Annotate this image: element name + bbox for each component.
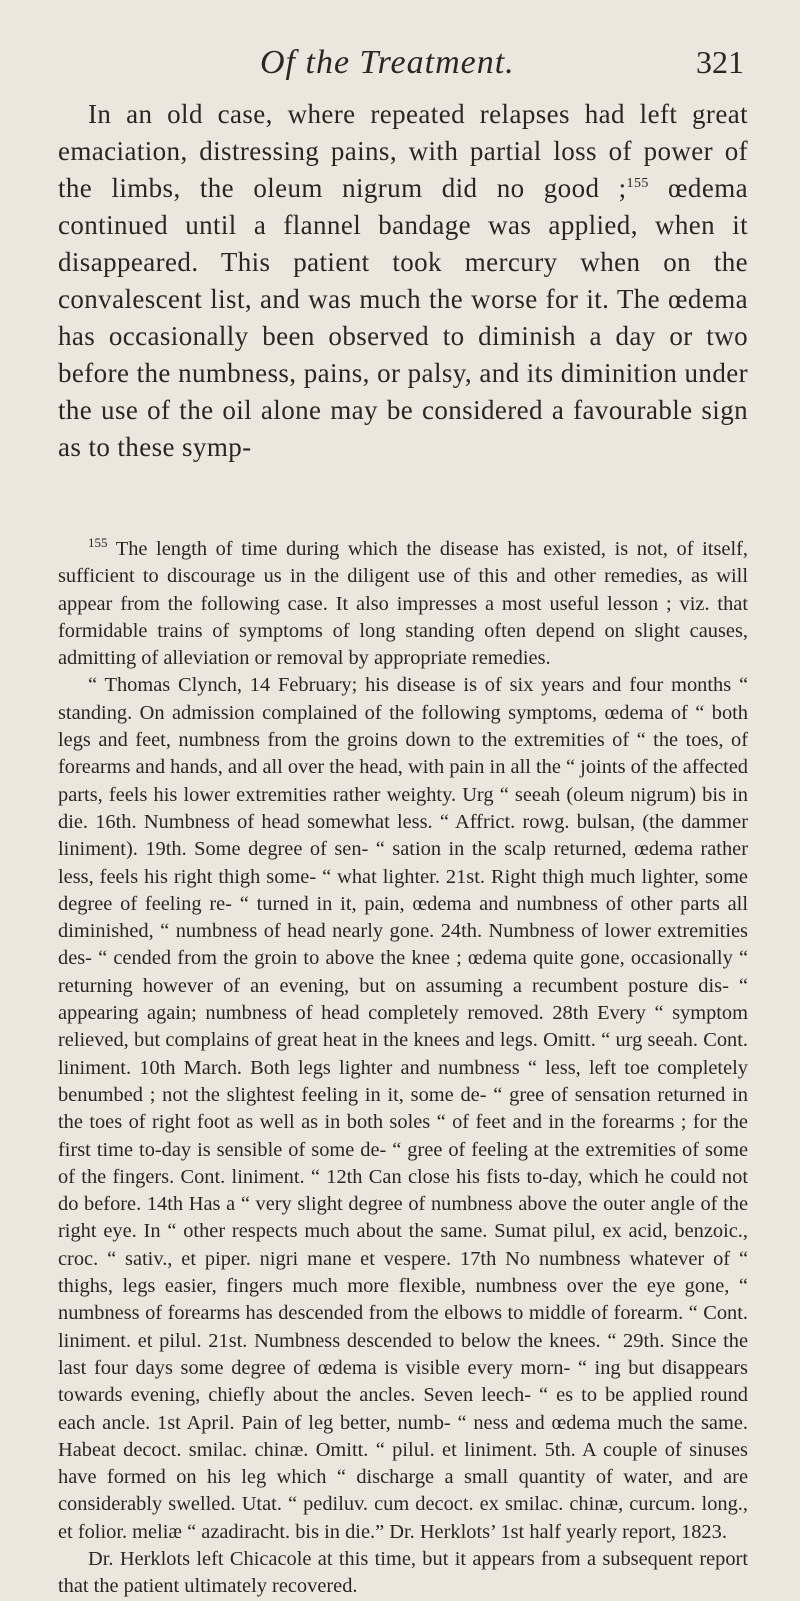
main-paragraph	[58, 96, 748, 466]
body-paragraph	[58, 96, 748, 466]
footnote-quote: “ Thomas Clynch, 14 February; his disease is of six years and four months “ standing. On admission complained of the following symptoms, œdema of “ both legs and feet, numbness from the groins down to the extremities of “ the toes, of forearms and hands, and all over the head, with pain in all the “ joints of the affected parts, feels his lower extremities rather weighty. Urg “ seeah (oleum nigrum) bis in die. 16th. Numbness of head somewhat less. “ Affrict. rowg. bulsan, (the dammer liniment). 19th. Some degree of sen- “ sation in the scalp returned, œdema rather less, feels his right thigh some- “ what lighter. 21st. Right thigh much lighter, some degree of feeling re- “ turned in it, pain, œdema and numbness of other parts all diminished, “ numbness of head nearly gone. 24th. Numbness of lower extremities des- “ cended from the groin to above the knee ; œdema quite gone, occasionally “ returning however of an evening, but on assuming a recumbent posture dis- “ appearing again; numbness of head completely removed. 28th Every “ symptom relieved, but complains of great heat in the knees and legs. Omitt. “ urg seeah. Cont. liniment. 10th March. Both legs lighter and numbness “ less, left toe completely benumbed ; not the slightest feeling in it, some de- “ gree of sensation returned in the toes of right foot as well as in both soles “ of feet and in the forearms ; for the first time to-day is sensible of some de- “ gree of feeling at the extremities of some of the fingers. Cont. liniment. “ 12th Can close his fists to-day, which he could not do before. 14th Has a “ very slight degree of numbness above the outer angle of the right eye. In “ other respects much about the same. Sumat pilul, ex acid, benzoic., croc. “ sativ., et piper. nigri mane et vespere. 17th No numbness whatever of “ thighs, legs easier, fingers much more flexible, numbness over the eye gone, “ numbness of forearms has descended from the elbows to middle of forearm. “ Cont. liniment. et pilul. 21st. Numbness descended to below the knees. “ 29th. Since the last four days some degree of œdema is visible every morn- “ ing but disappears towards evening, chiefly about the ancles. Seven leech- “ es to be applied round each ancle. 1st April. Pain of leg better, numb- “ ness and œdema much the same. Habeat decoct. smilac. chinæ. Omitt. “ pilul. et liniment. 5th. A couple of sinuses have formed on his leg which “ discharge a small quantity of water, and are considerably swelled. Utat. “ pediluv. cum decoct. ex smilac. chinæ, curcum. long., et folior. meliæ “ azadiracht. bis in die.” Dr. Herklots’ 1st half yearly report, 1823.	[58, 674, 748, 1543]
footnote-reference: 155	[626, 176, 649, 191]
page-number: 321	[696, 44, 744, 80]
paragraph-text: In an old case, where repeated relapses had left great emaciation, distressing pains, with partial loss of power of the limbs, the oleum nigrum did no good ;	[58, 99, 748, 203]
running-head	[0, 44, 800, 84]
footnote-intro-text: The length of time during which the disease has existed, is not, of itself, sufficient to discourage us in the diligent use of this and other remedies, as will appear from the following case. It also impresses a most useful lesson ; viz. that formidable trains of symptoms of long standing often depend on slight causes, admitting of alleviation or removal by appropriate remedies.	[58, 538, 748, 670]
footnote-mark: 155	[88, 535, 108, 551]
paragraph-continued: œdema continued until a flannel bandage was applied, when it disappeared. This patient took mercury when on the convalescent list, and was much the worse for it. The œdema has occasionally been observed to diminish a day or two before the numbness, pains, or palsy, and its diminition under the use of the oil alone may be considered a favourable sign as to these symp-	[58, 173, 748, 462]
footnote-intro	[58, 536, 748, 672]
footnote-block	[58, 536, 748, 1601]
footnote-closing: Dr. Herklots left Chicacole at this time, but it appears from a subsequent report that the patient ultimately recovered.	[58, 1547, 748, 1598]
running-title: Of the Treatment.	[260, 44, 515, 81]
